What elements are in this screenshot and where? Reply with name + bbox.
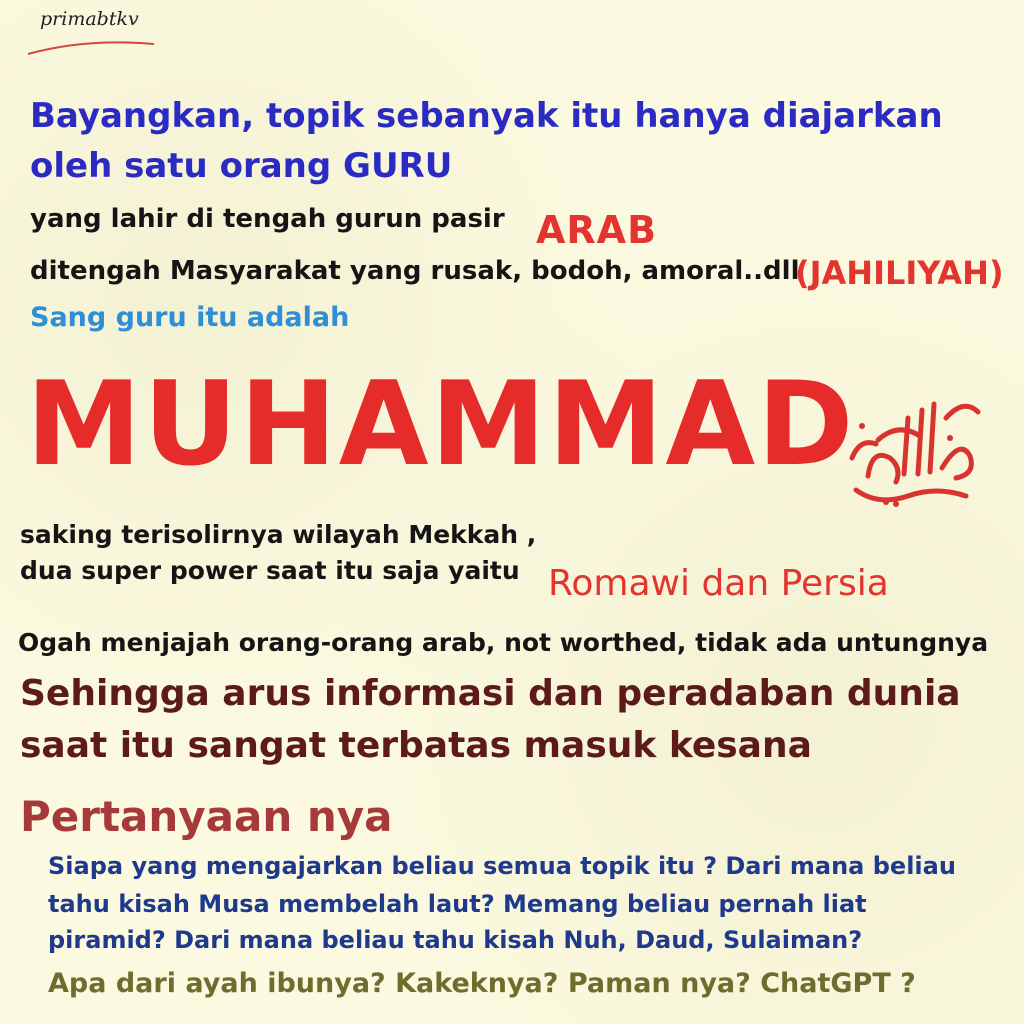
born-line: yang lahir di tengah gurun pasir: [30, 204, 505, 234]
question-line-3: piramid? Dari mana beliau tahu kisah Nuh, Daud, Sulaiman?: [48, 926, 863, 954]
question-title: Pertanyaan nya: [20, 792, 393, 841]
intro-line-2: oleh satu orang GURU: [30, 146, 453, 186]
teacher-line: Sang guru itu adalah: [30, 302, 350, 333]
question-line-1: Siapa yang mengajarkan beliau semua topik itu ? Dari mana beliau: [48, 852, 956, 880]
info-line-1: Sehingga arus informasi dan peradaban dunia: [20, 673, 961, 714]
info-line-2: saat itu sangat terbatas masuk kesana: [20, 725, 812, 766]
watermark-underline: [26, 36, 156, 58]
name-title: MUHAMMAD: [26, 357, 856, 492]
arab-highlight: ARAB: [536, 208, 658, 252]
reluctant-line: Ogah menjajah orang-orang arab, not worthed, tidak ada untungnya: [18, 628, 989, 657]
watermark: [40, 8, 139, 31]
jahiliyah-highlight: (JAHILIYAH): [795, 254, 1004, 292]
isolated-line-1: saking terisolirnya wilayah Mekkah ,: [20, 520, 537, 549]
question-line-2: tahu kisah Musa membelah laut? Memang beliau pernah liat: [48, 890, 867, 918]
salawat-calligraphy-icon: [838, 378, 988, 513]
powers-highlight: Romawi dan Persia: [548, 563, 889, 604]
closing-line: Apa dari ayah ibunya? Kakeknya? Paman nya? ChatGPT ?: [48, 968, 916, 999]
society-line: ditengah Masyarakat yang rusak, bodoh, amoral..dll: [30, 256, 800, 286]
watermark-text: primabtkv: [40, 8, 139, 30]
intro-line-1: Bayangkan, topik sebanyak itu hanya diajarkan: [30, 96, 943, 136]
isolated-line-2: dua super power saat itu saja yaitu: [20, 556, 520, 585]
